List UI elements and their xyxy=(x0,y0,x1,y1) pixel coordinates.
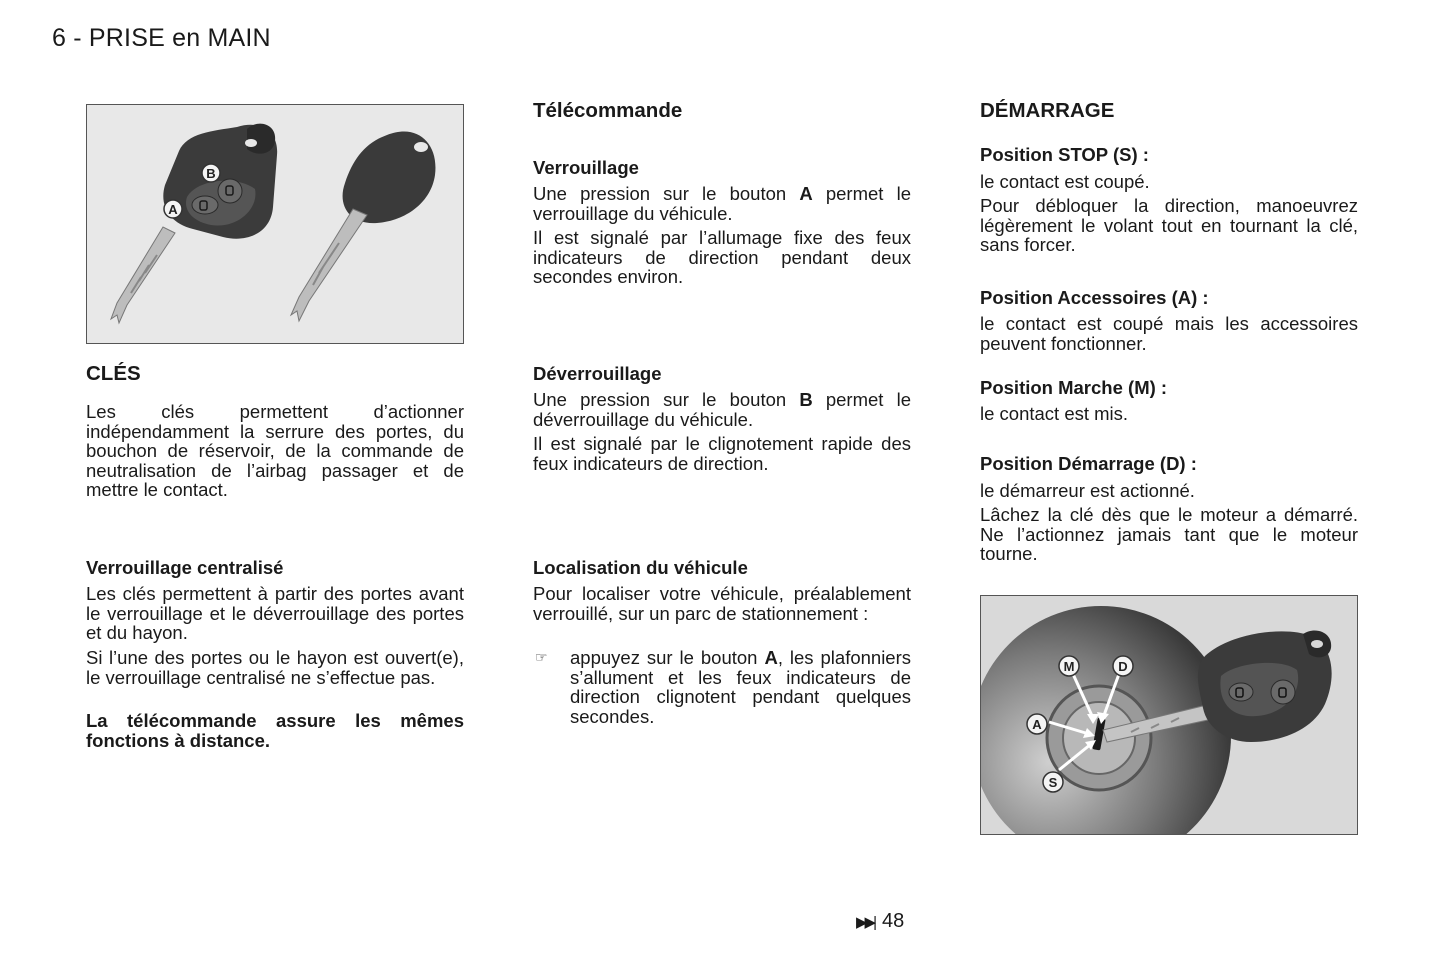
key-label-b: B xyxy=(206,166,216,181)
accessoires-text: le contact est coupé mais les accessoires peuvent fonctionner. xyxy=(980,313,1358,354)
key-label-a: A xyxy=(168,202,178,217)
position-stop-heading: Position STOP (S) : xyxy=(980,144,1149,165)
vc-text-2: Si l’une des portes ou le hayon est ouvert(e), le verrouillage centralisé ne s’effectue pas. xyxy=(86,647,464,688)
ignition-illustration xyxy=(980,595,1358,835)
localisation-bullet: appuyez sur le bouton A, les plafonniers s’allument et les feux indicateurs de direction clignotent pendant quelques secondes. xyxy=(570,647,912,727)
position-demarrage-heading: Position Démarrage (D) : xyxy=(980,453,1197,474)
position-marche-heading: Position Marche (M) : xyxy=(980,377,1168,398)
position-accessoires-heading: Position Accessoires (A) : xyxy=(980,287,1209,308)
skip-forward-icon: ▶▶| xyxy=(856,913,874,931)
demarrage-heading: DÉMARRAGE xyxy=(980,99,1115,122)
pointing-hand-icon: ☞ xyxy=(535,649,548,665)
verrouillage-centralise-heading: Verrouillage centralisé xyxy=(86,557,284,578)
ignition-drawing xyxy=(981,596,1357,834)
demarrage-text-2: Lâchez la clé dès que le moteur a démarré. Ne l’actionnez jamais tant que le moteur tourne. xyxy=(980,504,1358,564)
page-title: 6 - PRISE en MAIN xyxy=(52,24,271,52)
button-b-ref: B xyxy=(799,389,813,410)
marche-text: le contact est mis. xyxy=(980,403,1129,424)
keys-drawing xyxy=(87,105,463,343)
cles-text: Les clés permettent d’actionner indépendamment la serrure des portes, du bouchon de réservoir, de la commande de neutralisation de l’airbag passager et de mettre le contact. xyxy=(86,401,464,500)
verrouillage-text-1: Une pression sur le bouton A permet le verrouillage du véhicule. xyxy=(533,183,911,224)
ignition-label-s: S xyxy=(1048,775,1058,790)
deverrouillage-text-2: Il est signalé par le clignotement rapide des feux indicateurs de direction. xyxy=(533,433,911,474)
button-a-ref: A xyxy=(799,183,813,204)
keys-illustration xyxy=(86,104,464,344)
vc-text-1: Les clés permettent à partir des portes avant le verrouillage et le déverrouillage des portes et du hayon. xyxy=(86,583,464,643)
cles-heading: CLÉS xyxy=(86,362,141,385)
ignition-label-d: D xyxy=(1118,659,1128,674)
vc-text-3: La télécommande assure les mêmes fonctions à distance. xyxy=(86,710,464,751)
verrouillage-text-2: Il est signalé par l’allumage fixe des feux indicateurs de direction pendant deux secondes environ. xyxy=(533,227,911,287)
button-a-ref-2: A xyxy=(764,647,778,668)
localisation-heading: Localisation du véhicule xyxy=(533,557,748,578)
telecommande-heading: Télécommande xyxy=(533,99,683,122)
stop-text-1: le contact est coupé. xyxy=(980,171,1150,192)
ignition-label-m: M xyxy=(1063,659,1075,674)
ignition-label-a: A xyxy=(1032,717,1042,732)
deverrouillage-heading: Déverrouillage xyxy=(533,363,662,384)
demarrage-text-1: le démarreur est actionné. xyxy=(980,480,1195,501)
stop-text-2: Pour débloquer la direction, manoeuvrez légèrement le volant tout en tournant la clé, sans forcer. xyxy=(980,195,1358,255)
localisation-text: Pour localiser votre véhicule, préalablement verrouillé, sur un parc de stationnement : xyxy=(533,583,911,624)
deverrouillage-text-1: Une pression sur le bouton B permet le déverrouillage du véhicule. xyxy=(533,389,911,430)
verrouillage-heading: Verrouillage xyxy=(533,157,639,178)
page-number-value: 48 xyxy=(881,910,905,932)
page-number xyxy=(856,910,904,933)
